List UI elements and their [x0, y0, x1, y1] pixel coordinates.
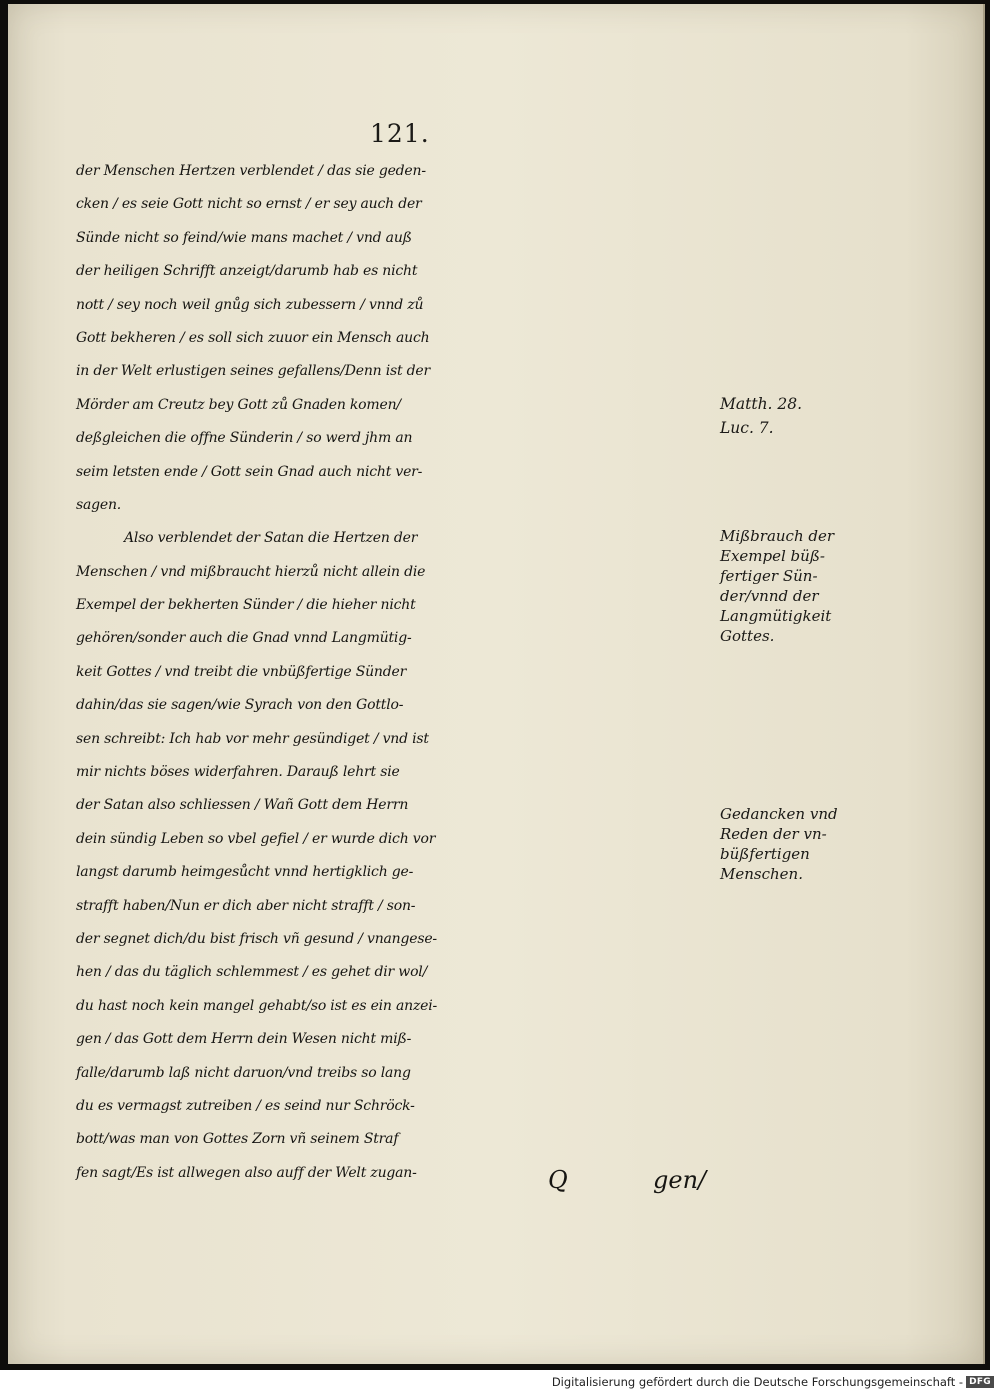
text-line: sagen.: [76, 496, 122, 513]
text-line: der segnet dich/du bist frisch vñ gesund / vnangese-: [76, 930, 437, 947]
text-line: hen / das du täglich schlemmest / es gehet dir wol/: [76, 964, 428, 981]
credit-text: Digitalisierung gefördert durch die Deutsche Forschungsgemeinschaft -: [551, 1375, 964, 1389]
marginal-line: Exempel büß-: [720, 547, 825, 565]
text-line: der Satan also schliessen / Wañ Gott dem Herrn: [76, 797, 409, 814]
text-line: seim letsten ende / Gott sein Gnad auch nicht ver-: [76, 463, 423, 480]
text-line: Gott bekheren / es soll sich zuuor ein Mensch auch: [76, 329, 430, 346]
text-line: Mörder am Creutz bey Gott zů Gnaden komen/: [76, 396, 401, 413]
text-line: der heiligen Schrifft anzeigt/darumb hab es nicht: [76, 263, 418, 280]
text-line: in der Welt erlustigen seines gefallens/Denn ist der: [76, 363, 430, 380]
marginal-line: der/vnnd der: [720, 587, 819, 605]
text-line: Exempel der bekherten Sünder / die hieher nicht: [76, 597, 416, 614]
dfg-logo: DFG: [966, 1376, 994, 1388]
marginal-line: Gottes.: [720, 627, 775, 645]
marginal-line: Mißbrauch der: [720, 527, 835, 545]
text-line: du es vermagst zutreiben / es seind nur Schröck-: [76, 1097, 415, 1114]
marginal-line: fertiger Sün-: [720, 567, 818, 585]
marginal-line: Menschen.: [720, 865, 803, 883]
digitization-credit: [552, 1375, 994, 1389]
marginal-line: büßfertigen: [720, 845, 810, 863]
text-line: sen schreibt: Ich hab vor mehr gesündiget / vnd ist: [76, 730, 429, 747]
text-line: gehören/sonder auch die Gnad vnnd Langmütig-: [76, 630, 412, 647]
text-line: bott/was man von Gottes Zorn vñ seinem Straf: [76, 1131, 399, 1148]
signature-mark: Q: [548, 1166, 568, 1194]
marginal-note-misuse: [720, 526, 834, 646]
marginal-line: Luc. 7.: [720, 419, 774, 437]
marginal-line: Gedancken vnd: [720, 805, 838, 823]
marginal-line: Matth. 28.: [720, 395, 803, 413]
text-line: nott / sey noch weil gnůg sich zubessern / vnnd zů: [76, 296, 424, 313]
text-line: dein sündig Leben so vbel gefiel / er wurde dich vor: [76, 830, 436, 847]
text-line: Menschen / vnd mißbraucht hierzů nicht allein die: [76, 563, 426, 580]
text-line: Also verblendet der Satan die Hertzen der: [124, 530, 418, 547]
page-number: 121.: [370, 119, 430, 148]
text-line: langst darumb heimgesůcht vnnd hertigklich ge-: [76, 864, 414, 881]
book-page: [8, 4, 985, 1364]
text-line: der Menschen Hertzen verblendet / das sie geden-: [76, 163, 426, 179]
text-line: keit Gottes / vnd treibt die vnbüßfertige Sünder: [76, 663, 407, 680]
marginal-note-references: [720, 392, 802, 440]
text-line: Sünde nicht so feind/wie mans machet / vnd auß: [76, 229, 412, 246]
text-line: du hast noch kein mangel gehabt/so ist es ein anzei-: [76, 997, 438, 1014]
marginal-line: Langmütigkeit: [720, 607, 832, 625]
catchword: gen/: [653, 1166, 707, 1194]
marginal-line: Reden der vn-: [720, 825, 827, 843]
text-line: mir nichts böses widerfahren. Darauß lehrt sie: [76, 764, 400, 781]
body-text: [76, 155, 726, 1190]
text-line: fen sagt/Es ist allwegen also auff der Welt zugan-: [76, 1164, 417, 1181]
text-line: dahin/das sie sagen/wie Syrach von den Gottlo-: [76, 697, 404, 714]
text-line: falle/darumb laß nicht daruon/vnd treibs so lang: [76, 1064, 411, 1081]
text-line: cken / es seie Gott nicht so ernst / er sey auch der: [76, 196, 422, 213]
marginal-note-thoughts: [720, 804, 838, 884]
text-line: deßgleichen die offne Sünderin / so werd jhm an: [76, 430, 413, 447]
text-line: strafft haben/Nun er dich aber nicht strafft / son-: [76, 897, 416, 914]
text-line: gen / das Gott dem Herrn dein Wesen nicht miß-: [76, 1031, 412, 1048]
